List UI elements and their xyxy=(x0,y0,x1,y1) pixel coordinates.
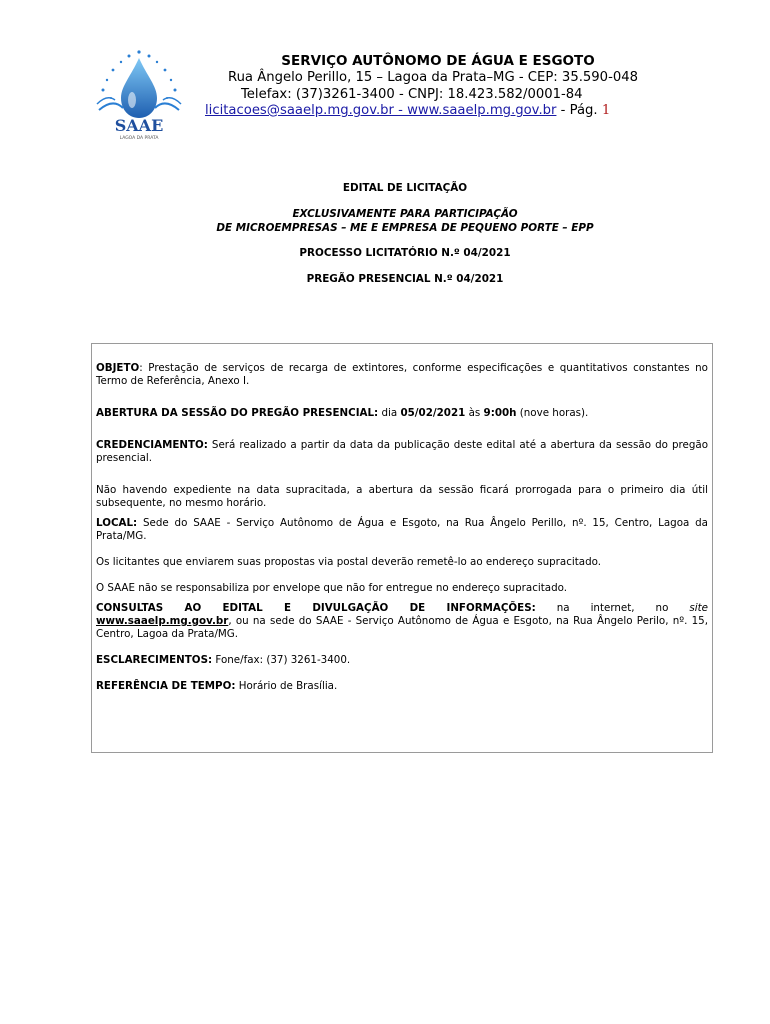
exclusive-line-1: EXCLUSIVAMENTE PARA PARTICIPAÇÃO xyxy=(292,208,518,220)
responsabiliza-paragraph: O SAAE não se responsabiliza por envelope que não for entregue no endereço supracitado. xyxy=(96,582,568,594)
page-label: - Pág. xyxy=(560,103,598,118)
referencia-label: REFERÊNCIA DE TEMPO: xyxy=(96,680,236,692)
letterhead xyxy=(195,53,715,120)
contact-links[interactable]: licitacoes@saaelp.mg.gov.br - www.saaelp.mg.gov.br xyxy=(205,103,557,118)
consultas-site-word: site xyxy=(689,602,708,614)
consultas-label: CONSULTAS AO EDITAL E DIVULGAÇÃO DE INFORMAÇÕES: xyxy=(96,602,536,614)
edital-title: EDITAL DE LICITAÇÃO xyxy=(342,182,468,194)
page-number: 1 xyxy=(601,103,611,118)
processo-title: PROCESSO LICITATÓRIO N.º 04/2021 xyxy=(299,247,511,259)
edital-summary-box xyxy=(91,343,713,753)
expediente-paragraph: Não havendo expediente na data supracitada, a abertura da sessão ficará prorrogada para o primeiro dia útil subsequente, no mesmo horário. xyxy=(96,484,708,509)
consultas-site-link[interactable]: www.saaelp.mg.gov.br xyxy=(96,615,229,627)
address-line: Rua Ângelo Perillo, 15 – Lagoa da Prata–MG - CEP: 35.590-048 xyxy=(228,70,639,85)
local-paragraph xyxy=(96,517,708,543)
abertura-pre: dia xyxy=(378,407,401,419)
local-label: LOCAL: xyxy=(96,517,138,529)
esclarecimentos-paragraph xyxy=(96,654,708,667)
exclusive-line-2: DE MICROEMPRESAS – ME E EMPRESA DE PEQUENO PORTE – EPP xyxy=(216,222,594,234)
local-text: Sede do SAAE - Serviço Autônomo de Água e Esgoto, na Rua Ângelo Perillo, nº. 15, Centro, Lagoa da Prata/MG. xyxy=(96,517,708,542)
saae-logo xyxy=(93,50,185,140)
abertura-post: (nove horas). xyxy=(516,407,589,419)
organization-name: SERVIÇO AUTÔNOMO DE ÁGUA E ESGOTO xyxy=(281,53,595,69)
consultas-paragraph xyxy=(96,602,708,641)
phone-cnpj-line: Telefax: (37)3261-3400 - CNPJ: 18.423.582/0001-84 xyxy=(241,86,583,102)
consultas-pre: na internet, no xyxy=(535,602,690,614)
pregao-title: PREGÃO PRESENCIAL N.º 04/2021 xyxy=(306,273,504,285)
svg-text:LAGOA DA PRATA: LAGOA DA PRATA xyxy=(119,136,159,140)
abertura-label: ABERTURA DA SESSÃO DO PREGÃO PRESENCIAL: xyxy=(96,407,379,419)
objeto-text: : Prestação de serviços de recarga de extintores, conforme especificações e quantitativos constantes no Termo de Referência, Anexo I. xyxy=(96,362,708,387)
abertura-paragraph xyxy=(96,407,708,420)
postal-paragraph: Os licitantes que enviarem suas propostas via postal deverão remetê-lo ao endereço supracitado. xyxy=(96,556,601,568)
esclarecimentos-text: Fone/fax: (37) 3261-3400. xyxy=(212,654,351,666)
contact-line xyxy=(195,103,715,120)
esclarecimentos-label: ESCLARECIMENTOS: xyxy=(96,654,213,666)
referencia-text: Horário de Brasília. xyxy=(235,680,338,692)
credenciamento-text: Será realizado a partir da data da publicação deste edital até a abertura da sessão do pregão presencial. xyxy=(96,439,708,464)
credenciamento-label: CREDENCIAMENTO: xyxy=(96,439,208,451)
referencia-paragraph xyxy=(96,680,708,693)
consultas-post: , ou na sede do SAAE - Serviço Autônomo de Água e Esgoto, na Rua Ângelo Perilo, nº. 15, Centro, Lagoa da Prata/MG. xyxy=(96,615,708,640)
objeto-label: OBJETO xyxy=(96,362,140,374)
abertura-date: 05/02/2021 xyxy=(400,407,466,419)
objeto-paragraph xyxy=(96,362,708,388)
svg-text:SAAE: SAAE xyxy=(114,116,164,135)
document-titles xyxy=(90,182,720,285)
credenciamento-paragraph xyxy=(96,439,708,465)
abertura-mid: às xyxy=(465,407,484,419)
abertura-time: 9:00h xyxy=(483,407,517,419)
